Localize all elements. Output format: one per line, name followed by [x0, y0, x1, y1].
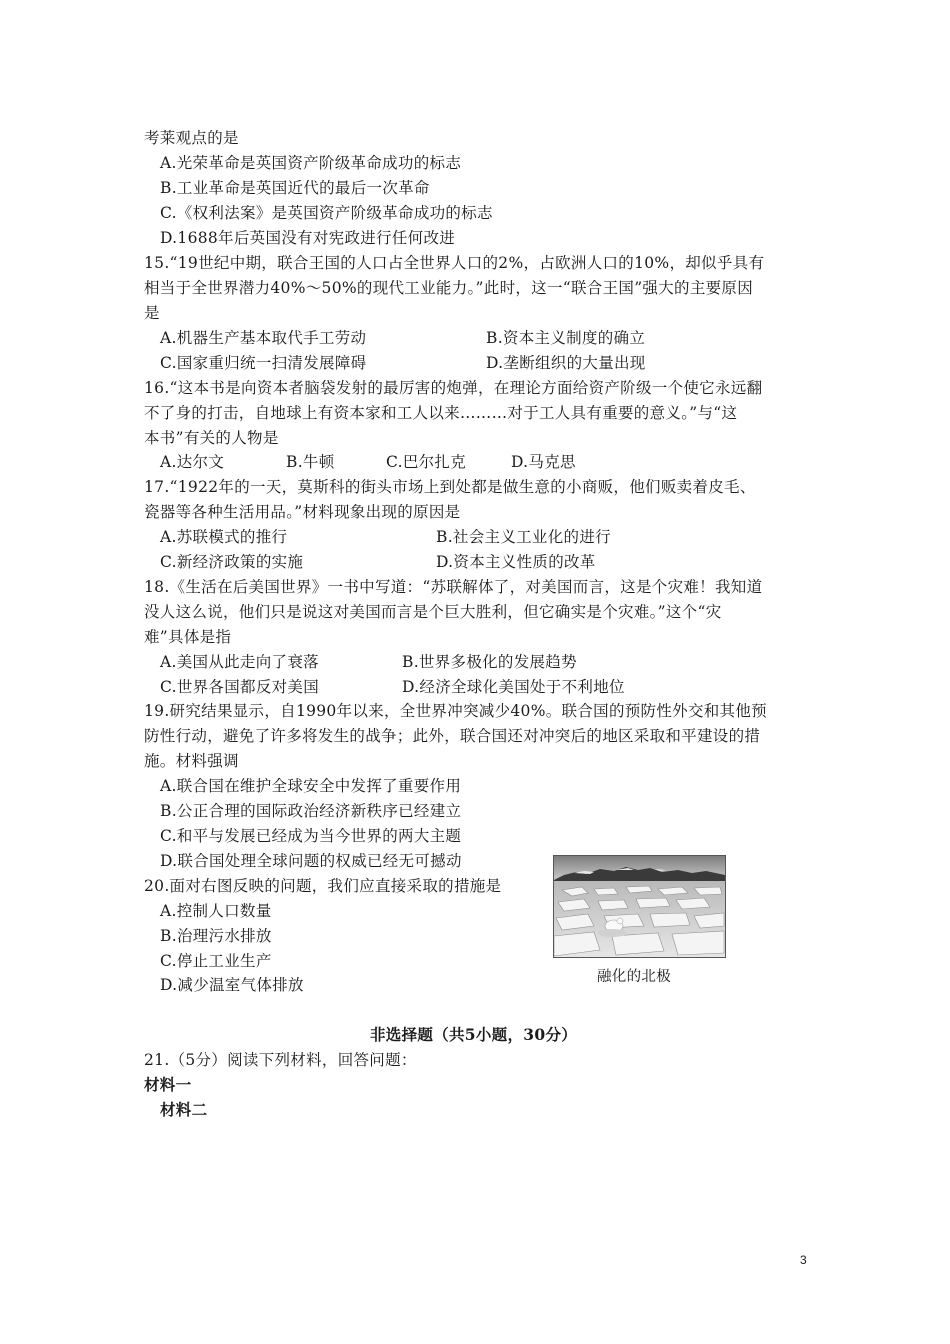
q19-option-d: D.联合国处理全球问题的权威已经无可撼动: [160, 852, 462, 870]
q19-stem-line1: 19.研究结果显示，自1990年以来，全世界冲突减少40%。联合国的预防性外交和其他预: [144, 702, 767, 720]
q17-option-c: C.新经济政策的实施: [160, 553, 304, 571]
q18-stem-line1: 18.《生活在后美国世界》一书中写道：“苏联解体了，对美国而言，这是个灾难！我知道: [144, 578, 763, 596]
q15-option-d: D.垄断组织的大量出现: [486, 354, 646, 372]
q19-option-c: C.和平与发展已经成为当今世界的两大主题: [160, 827, 462, 845]
q14-option-d: D.1688年后英国没有对宪政进行任何改进: [160, 229, 456, 247]
q18-option-c: C.世界各国都反对美国: [160, 678, 320, 696]
q21-stem: 21.（5分）阅读下列材料，回答问题：: [144, 1051, 417, 1069]
q18-stem-line2: 没人这么说，他们只是说这对美国而言是个巨大胜利，但它确实是个灾难。”这个“灾: [144, 603, 722, 621]
q17-option-b: B.社会主义工业化的进行: [436, 528, 611, 546]
q18-stem-line3: 难”具体是指: [144, 628, 232, 646]
q20-option-a: A.控制人口数量: [160, 902, 272, 920]
q17-option-a: A.苏联模式的推行: [160, 528, 288, 546]
q16-stem-line2: 不了身的打击，自地球上有资本家和工人以来………对于工人具有重要的意义。”与“这: [144, 404, 738, 422]
material-two-heading: 材料二: [160, 1100, 208, 1119]
q14-option-c: C.《权利法案》是英国资产阶级革命成功的标志: [160, 204, 493, 222]
q19-option-a: A.联合国在维护全球安全中发挥了重要作用: [160, 777, 462, 795]
q19-stem-line3: 施。材料强调: [144, 752, 239, 770]
q18-option-a: A.美国从此走向了衰落: [160, 653, 319, 671]
q20-option-d: D.减少温室气体排放: [160, 976, 304, 994]
q16-option-d: D.马克思: [511, 453, 576, 471]
q15-option-c: C.国家重归统一扫清发展障碍: [160, 354, 367, 372]
q15-stem-line2: 相当于全世界潜力40%～50%的现代工业能力。”此时，这一“联合王国”强大的主要原因: [144, 279, 754, 297]
q20-stem: 20.面对右图反映的问题，我们应直接采取的措施是: [144, 877, 502, 895]
section-title: 非选择题（共5小题，30分）: [370, 1025, 578, 1044]
q16-option-b: B.牛顿: [286, 453, 335, 471]
material-one-heading: 材料一: [144, 1075, 192, 1094]
q17-stem-line2: 瓷器等各种生活用品。”材料现象出现的原因是: [144, 503, 461, 521]
q20-option-c: C.停止工业生产: [160, 952, 272, 970]
q14-option-b: B.工业革命是英国近代的最后一次革命: [160, 179, 430, 197]
photo-caption: 融化的北极: [597, 969, 671, 985]
q19-option-b: B.公正合理的国际政治经济新秩序已经建立: [160, 802, 462, 820]
q14-option-a: A.光荣革命是英国资产阶级革命成功的标志: [160, 154, 462, 172]
q15-stem-line1: 15.“19世纪中期，联合王国的人口占全世界人口的2%，占欧洲人口的10%，却似乎具有: [144, 254, 765, 272]
melting-arctic-photo: [553, 855, 726, 958]
q17-option-d: D.资本主义性质的改革: [436, 553, 596, 571]
q16-stem-line1: 16.“这本书是向资本者脑袋发射的最厉害的炮弹，在理论方面给资产阶级一个使它永远翻: [144, 379, 763, 397]
q15-option-b: B.资本主义制度的确立: [486, 329, 646, 347]
q15-stem-line3: 是: [144, 304, 160, 322]
q16-stem-line3: 本书”有关的人物是: [144, 429, 279, 447]
page-number: 3: [800, 1253, 807, 1267]
q14-continuation: 考莱观点的是: [144, 129, 239, 147]
q20-option-b: B.治理污水排放: [160, 927, 272, 945]
q18-option-b: B.世界多极化的发展趋势: [402, 653, 577, 671]
q17-stem-line1: 17.“1922年的一天，莫斯科的街头市场上到处都是做生意的小商贩，他们贩卖着皮毛、: [144, 478, 756, 496]
q16-option-c: C.巴尔扎克: [386, 453, 467, 471]
q18-option-d: D.经济全球化美国处于不利地位: [402, 678, 625, 696]
q16-option-a: A.达尔文: [160, 453, 225, 471]
q15-option-a: A.机器生产基本取代手工劳动: [160, 329, 367, 347]
q19-stem-line2: 防性行动，避免了许多将发生的战争；此外，联合国还对冲突后的地区采取和平建设的措: [144, 727, 761, 745]
